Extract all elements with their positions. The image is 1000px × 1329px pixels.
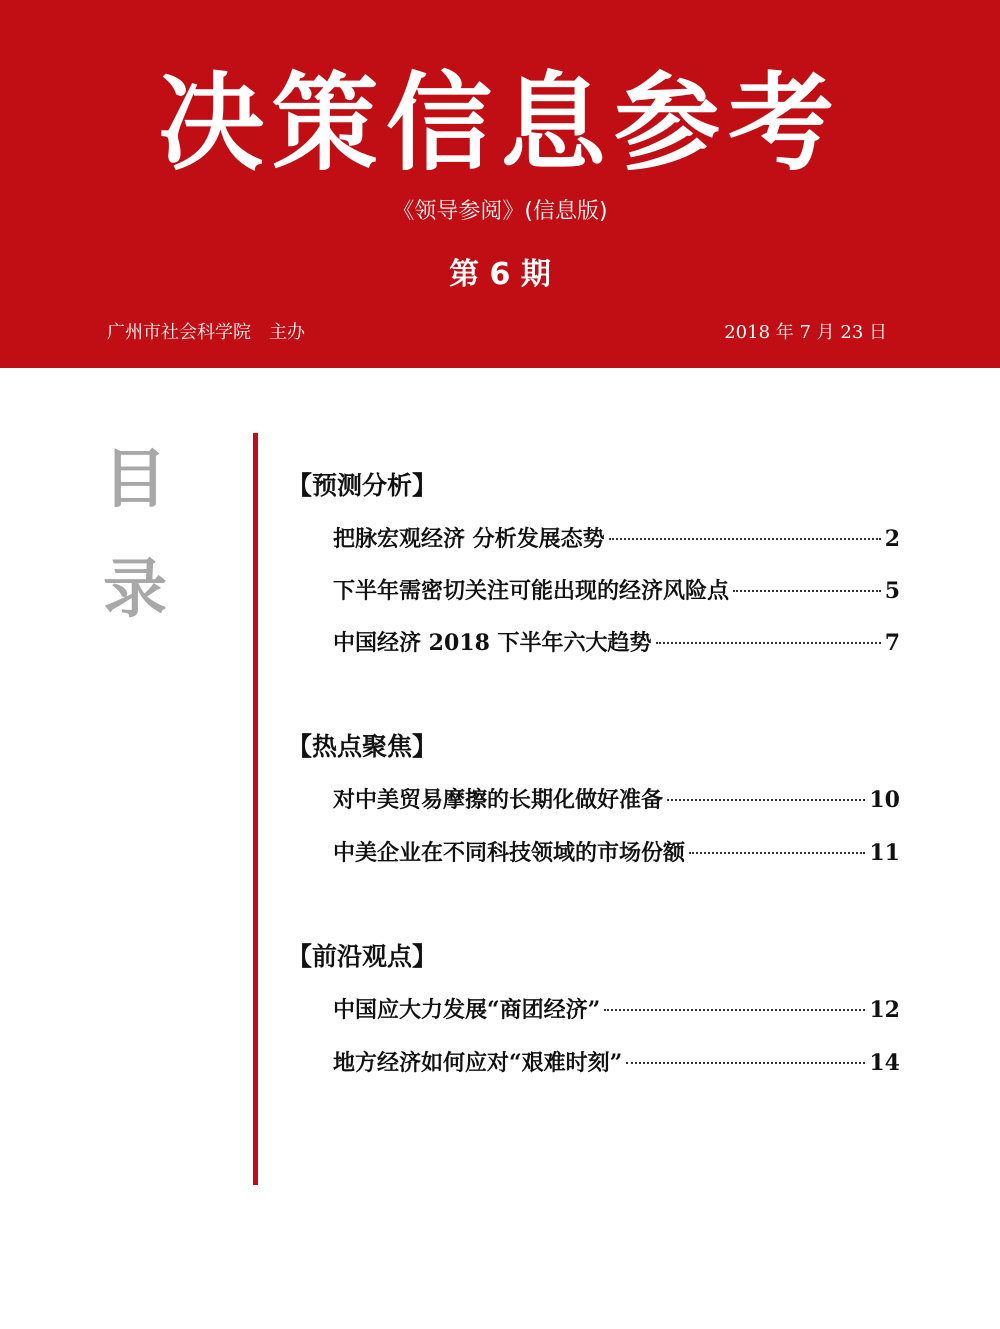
toc-label-mu: 目	[103, 443, 167, 517]
publication-subtitle: 《领导参阅》(信息版)	[392, 199, 608, 224]
section-heading-frontier: 【前沿观点】	[287, 942, 438, 971]
publication-date: 2018 年 7 月 23 日	[724, 322, 887, 343]
toc-entry[interactable]	[333, 571, 900, 611]
toc-entry-title: 把脉宏观经济 分析发展态势	[333, 526, 605, 552]
masthead-banner	[0, 0, 1000, 368]
publication-title: 决策信息参考	[158, 60, 842, 185]
toc-entry-page: 14	[869, 1050, 900, 1076]
toc-entry[interactable]	[333, 990, 900, 1030]
sponsor-text: 广州市社会科学院 主办	[107, 322, 305, 343]
red-divider-rule	[253, 433, 258, 1185]
toc-entry-title: 中国经济 2018 下半年六大趋势	[333, 630, 652, 656]
dot-leader	[656, 642, 881, 644]
dot-leader	[667, 799, 865, 801]
toc-entry-title: 对中美贸易摩擦的长期化做好准备	[333, 787, 664, 813]
toc-entry-page: 12	[869, 997, 900, 1023]
section-heading-forecast: 【预测分析】	[287, 471, 438, 500]
section-heading-hotspot: 【热点聚焦】	[287, 732, 438, 761]
toc-entry-page: 11	[869, 840, 900, 866]
toc-entry[interactable]	[333, 780, 900, 820]
toc-entry-page: 7	[884, 630, 900, 656]
toc-entry-title: 地方经济如何应对“艰难时刻”	[333, 1050, 623, 1076]
dot-leader	[733, 590, 881, 592]
toc-entry-page: 5	[884, 578, 900, 604]
dot-leader	[609, 538, 881, 540]
toc-entry-title: 下半年需密切关注可能出现的经济风险点	[333, 578, 730, 604]
toc-entry-title: 中美企业在不同科技领域的市场份额	[333, 840, 686, 866]
toc-entry-page: 10	[869, 787, 900, 813]
issue-number: 第 6 期	[449, 257, 551, 292]
toc-entry[interactable]	[333, 1043, 900, 1083]
dot-leader	[626, 1062, 865, 1064]
toc-entry[interactable]	[333, 623, 900, 663]
toc-entry[interactable]	[333, 833, 900, 873]
toc-entry-page: 2	[884, 526, 900, 552]
toc-entry-title: 中国应大力发展“商团经济”	[333, 997, 601, 1023]
dot-leader	[604, 1009, 865, 1011]
toc-entry[interactable]	[333, 519, 900, 559]
dot-leader	[689, 852, 865, 854]
toc-label-lu: 录	[103, 553, 167, 627]
